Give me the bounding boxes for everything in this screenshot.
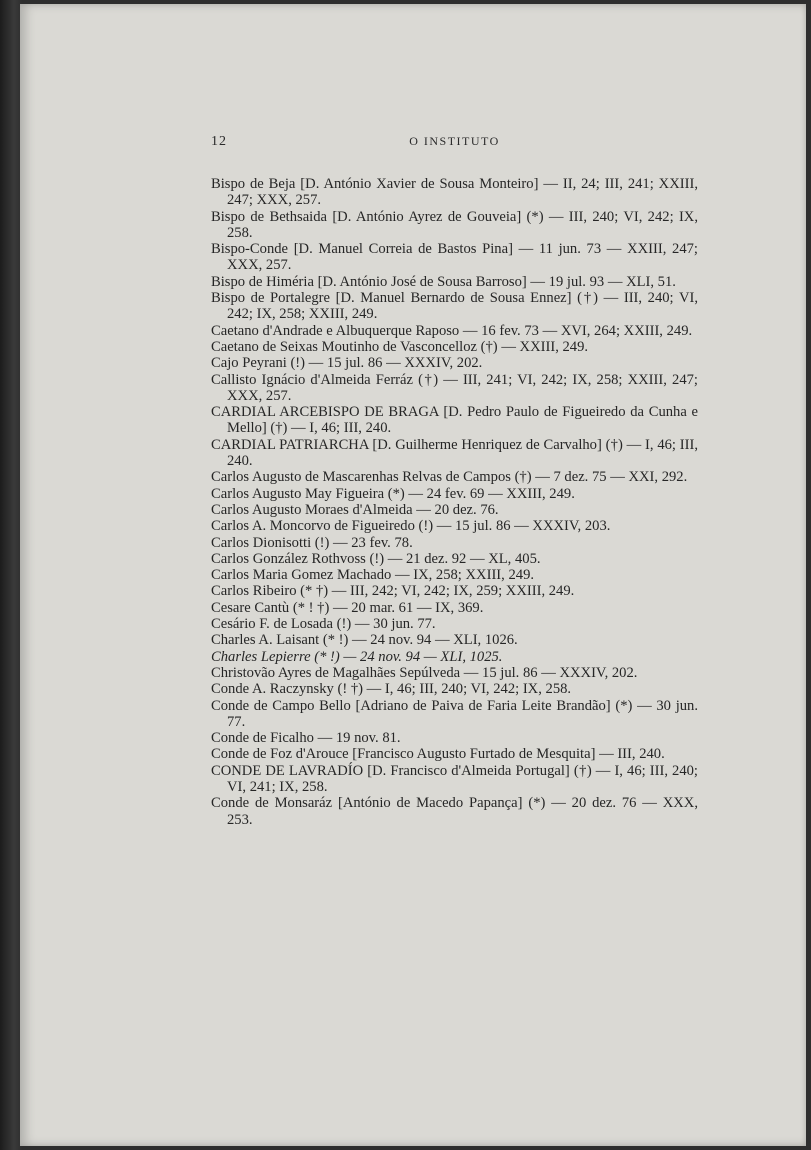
index-entry: Caetano d'Andrade e Albuquerque Raposo — 16 fev. 73 — XVI, 264; XXIII, 249. — [211, 322, 693, 339]
index-entries — [211, 176, 698, 828]
index-entry: Conde A. Raczynsky (! †) — I, 46; III, 240; VI, 242; IX, 258. — [211, 681, 572, 698]
index-entry: Cajo Peyrani (!) — 15 jul. 86 — XXXIV, 202. — [211, 355, 483, 372]
index-entry: Christovão Ayres de Magalhães Sepúlveda — 15 jul. 86 — XXXIV, 202. — [211, 664, 638, 681]
index-entry: Conde de Foz d'Arouce [Francisco Augusto Furtado de Mesquita] — III, 240. — [211, 746, 665, 763]
index-entry: Charles Lepierre (* !) — 24 nov. 94 — XLI, 1025. — [211, 648, 503, 665]
page-header — [211, 134, 698, 156]
index-entry: Caetano de Seixas Moutinho de Vasconcelloz (†) — XXIII, 249. — [211, 338, 589, 355]
index-entry: Carlos Ribeiro (* †) — III, 242; VI, 242; IX, 259; XXIII, 249. — [211, 583, 575, 600]
index-entry: Carlos González Rothvoss (!) — 21 dez. 92 — XL, 405. — [211, 550, 541, 567]
index-entry: Carlos A. Moncorvo de Figueiredo (!) — 15 jul. 86 — XXXIV, 203. — [211, 518, 611, 535]
page-number: 12 — [211, 134, 227, 149]
index-entry: Cesare Cantù (* ! †) — 20 mar. 61 — IX, 369. — [211, 599, 484, 616]
index-entry: Carlos Maria Gomez Machado — IX, 258; XXIII, 249. — [211, 567, 535, 584]
index-entry: CARDIAL PATRIARCHA [D. Guilherme Henriquez de Carvalho] (†) — I, 46; III, 240. — [211, 436, 698, 470]
index-entry: CONDE DE LAVRADÍO [D. Francisco d'Almeida Portugal] (†) — I, 46; III, 240; VI, 241; IX, 258. — [211, 762, 698, 795]
index-entry: Carlos Augusto de Mascarenhas Relvas de Campos (†) — 7 dez. 75 — XXI, 292. — [211, 469, 688, 486]
index-entry: Bispo de Bethsaida [D. António Ayrez de Gouveia] (*) — III, 240; VI, 242; IX, 258. — [211, 208, 698, 241]
index-entry: Cesário F. de Losada (!) — 30 jun. 77. — [211, 616, 436, 633]
index-entry: Conde de Monsaráz [António de Macedo Papança] (*) — 20 dez. 76 — XXX, 253. — [211, 795, 698, 828]
index-entry: Conde de Campo Bello [Adriano de Paiva de Faria Leite Brandão] (*) — 30 jun. 77. — [211, 697, 698, 730]
index-entry: CARDIAL ARCEBISPO DE BRAGA [D. Pedro Paulo de Figueiredo da Cunha e Mello] (†) — I, 46; III, 240. — [211, 404, 698, 437]
index-entry: Bispo de Beja [D. António Xavier de Sousa Monteiro] — II, 24; III, 241; XXIII, 247; XXX, 257. — [211, 176, 698, 209]
book-page — [20, 4, 806, 1146]
index-entry: Conde de Ficalho — 19 nov. 81. — [211, 730, 401, 747]
running-title: O INSTITUTO — [409, 134, 500, 148]
index-entry: Charles A. Laisant (* !) — 24 nov. 94 — XLI, 1026. — [211, 632, 518, 649]
index-entry: Callisto Ignácio d'Almeida Ferráz (†) — III, 241; VI, 242; IX, 258; XXIII, 247; XXX, 257. — [211, 371, 698, 404]
index-entry: Carlos Augusto May Figueira (*) — 24 fev. 69 — XXIII, 249. — [211, 485, 575, 502]
index-entry: Bispo-Conde [D. Manuel Correia de Bastos Pina] — 11 jun. 73 — XXIII, 247; XXX, 257. — [211, 241, 698, 274]
index-entry: Carlos Augusto Moraes d'Almeida — 20 dez. 76. — [211, 501, 499, 518]
index-entry: Bispo de Portalegre [D. Manuel Bernardo de Sousa Ennez] (†) — III, 240; VI, 242; IX, 258; XXIII, 249. — [211, 290, 698, 323]
index-entry: Bispo de Himéria [D. António José de Sousa Barroso] — 19 jul. 93 — XLI, 51. — [211, 273, 676, 290]
index-entry: Carlos Dionisotti (!) — 23 fev. 78. — [211, 534, 413, 551]
